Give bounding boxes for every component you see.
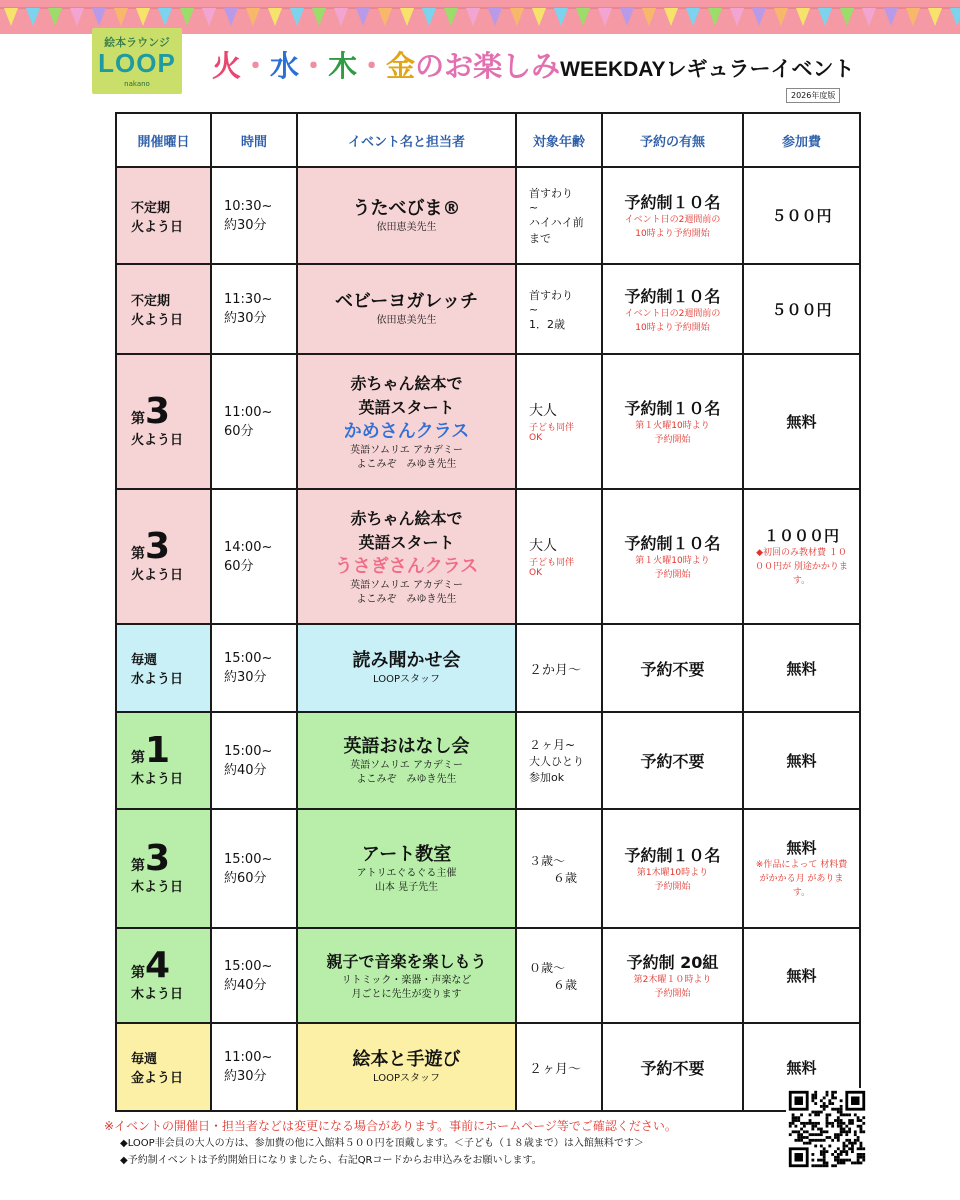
bunting-flag: [752, 8, 766, 26]
time-cell: [211, 264, 297, 354]
time-start: 14:00~: [224, 539, 273, 555]
event-instructor: よこみぞ みゆき先生: [356, 773, 457, 785]
event-name: 赤ちゃん絵本で: [350, 508, 463, 528]
age-line: ハイハイ前: [529, 216, 584, 229]
reservation-note: 予約開始: [654, 882, 691, 892]
column-header-age: 対象年齢: [516, 113, 602, 167]
event-name: 赤ちゃん絵本で: [350, 373, 463, 393]
day-cell: [116, 928, 211, 1023]
fee-main: １０００円: [763, 527, 839, 545]
reservation-note: イベント日の2週間前の: [624, 215, 721, 225]
bunting-flag: [950, 8, 960, 26]
event-name: 読み聞かせ会: [352, 650, 461, 671]
table-row: [116, 489, 860, 624]
reservation-main: 予約不要: [640, 1058, 705, 1078]
reservation-main: 予約制１０名: [624, 534, 721, 553]
age-cell: [516, 167, 602, 264]
event-name: 英語スタート: [358, 397, 455, 417]
reservation-cell: [602, 809, 743, 928]
time-duration: 約40分: [224, 762, 267, 778]
event-name: 絵本と手遊び: [352, 1049, 461, 1070]
title-rest: のお楽しみ: [415, 49, 561, 83]
bunting-flag: [92, 8, 106, 26]
age-line: OK: [529, 433, 542, 443]
fee-cell: [743, 264, 860, 354]
age-line: ６歳: [529, 977, 578, 992]
day-line1: 不定期: [131, 294, 171, 309]
age-line: 大人: [529, 538, 557, 554]
reservation-main: 予約制１０名: [624, 193, 721, 212]
time-cell: [211, 167, 297, 264]
bunting-flag: [114, 8, 128, 26]
fee-main: ５００円: [771, 207, 832, 225]
day-line1: 毎週: [131, 653, 158, 668]
time-duration: 約30分: [224, 311, 267, 326]
bunting-flag: [246, 8, 260, 26]
age-line: ２か月～: [529, 662, 582, 678]
age-cell: [516, 928, 602, 1023]
bunting-flag: [664, 8, 678, 26]
age-cell: [516, 809, 602, 928]
age-cell: [516, 264, 602, 354]
table-row: [116, 354, 860, 489]
fee-cell: [743, 809, 860, 928]
day-number: 3: [145, 526, 171, 567]
time-start: 11:00~: [224, 1050, 273, 1065]
page-title: [212, 44, 855, 85]
loop-logo[interactable]: [92, 28, 182, 94]
time-cell: [211, 809, 297, 928]
age-line: ２ヶ月～: [529, 1061, 582, 1077]
bunting-flag: [290, 8, 304, 26]
time-start: 10:30~: [224, 198, 273, 214]
bunting-flag: [26, 8, 40, 26]
event-cell: [297, 624, 516, 712]
event-instructor: リトミック・楽器・声楽など: [341, 974, 472, 986]
day-line2: 火よう日: [131, 433, 184, 448]
age-line: ~: [529, 302, 539, 316]
fee-main: 無料: [786, 752, 817, 770]
reservation-note: 10時より予約開始: [635, 322, 710, 333]
bunting-flag: [466, 8, 480, 26]
age-line: ０歳～: [529, 960, 566, 975]
reservation-cell: [602, 167, 743, 264]
fee-main: 無料: [786, 413, 817, 431]
reservation-main: 予約不要: [640, 752, 705, 771]
event-instructor: 月ごとに先生が変ります: [351, 988, 462, 1000]
fee-main: 無料: [786, 1058, 817, 1077]
age-line: まで: [529, 232, 551, 245]
day-cell: [116, 624, 211, 712]
reservation-cell: [602, 1023, 743, 1111]
day-prefix: 第: [131, 965, 145, 981]
bunting-flag: [202, 8, 216, 26]
bunting-flag: [620, 8, 634, 26]
event-instructor: アトリエぐるぐる主催: [356, 867, 457, 879]
reservation-cell: [602, 624, 743, 712]
event-instructor: 依田恵美先生: [376, 315, 437, 326]
fee-main: 無料: [786, 967, 817, 985]
bunting-flag: [48, 8, 62, 26]
age-cell: [516, 489, 602, 624]
time-cell: [211, 354, 297, 489]
reservation-note: 第１火曜10時より: [635, 421, 710, 431]
note-reservation-qr: ◆予約制イベントは予約開始日になりましたら、右記QRコードからお申込みをお願いします。: [120, 1155, 542, 1166]
logo-sub-text: nakano: [124, 80, 150, 88]
reservation-note: 10時より予約開始: [635, 229, 710, 239]
title-english: WEEKDAYレギュラーイベント: [560, 58, 855, 81]
day-line1: 不定期: [131, 200, 171, 216]
day-number: 3: [145, 838, 171, 879]
bunting-flag: [774, 8, 788, 26]
column-header-day: 開催曜日: [116, 113, 211, 167]
logo-top-text: 絵本ラウンジ: [104, 36, 170, 49]
day-line2: 金よう日: [131, 1071, 184, 1086]
bunting-flag: [642, 8, 656, 26]
day-line2: 火よう日: [131, 568, 184, 583]
bunting-flag: [356, 8, 370, 26]
event-cell: [297, 712, 516, 809]
reservation-note: 第1木曜10時より: [636, 868, 709, 878]
day-cell: [116, 264, 211, 354]
reservation-cell: [602, 354, 743, 489]
bunting-flag: [928, 8, 942, 26]
bunting-flag: [818, 8, 832, 26]
reservation-note: 第１火曜10時より: [635, 556, 710, 566]
table-row: [116, 928, 860, 1023]
note-change-warning: ※イベントの開催日・担当者などは変更になる場合があります。事前にホームページ等でご確認ください。: [104, 1119, 677, 1133]
day-prefix: 第: [131, 411, 145, 427]
time-start: 15:00~: [224, 958, 273, 974]
age-line: ６歳: [529, 870, 578, 885]
event-instructor: 英語ソムリエ アカデミー: [350, 444, 463, 456]
age-line: ３歳～: [529, 853, 566, 868]
event-instructor: 英語ソムリエ アカデミー: [350, 579, 463, 591]
time-start: 11:00~: [224, 404, 273, 420]
reservation-note: 予約開始: [654, 435, 691, 445]
fee-cell: [743, 354, 860, 489]
time-cell: [211, 624, 297, 712]
bunting-flag: [224, 8, 238, 26]
qr-code-icon[interactable]: [786, 1088, 868, 1170]
day-line2: 木よう日: [131, 772, 184, 787]
title-dot: ・: [357, 49, 387, 83]
age-line: ２ヶ月~: [529, 738, 576, 752]
fee-cell: [743, 712, 860, 809]
reservation-main: 予約不要: [640, 659, 705, 679]
age-cell: [516, 354, 602, 489]
bunting-flag: [444, 8, 458, 26]
event-cell: [297, 928, 516, 1023]
time-cell: [211, 712, 297, 809]
column-header-time: 時間: [211, 113, 297, 167]
age-cell: [516, 1023, 602, 1111]
day-prefix: 第: [131, 750, 145, 766]
day-number: 1: [145, 730, 171, 771]
event-name: アート教室: [361, 843, 452, 865]
bunting-flag: [422, 8, 436, 26]
event-name: 親子で音楽を楽しもう: [326, 951, 487, 971]
fee-main: ５００円: [771, 300, 832, 319]
day-cell: [116, 809, 211, 928]
bunting-flag: [136, 8, 150, 26]
bunting-flag: [510, 8, 524, 26]
bunting-flag: [400, 8, 414, 26]
time-start: 15:00~: [224, 851, 273, 867]
event-cell: [297, 354, 516, 489]
title-day-fri: 金: [386, 49, 416, 83]
time-start: 11:30~: [224, 292, 273, 307]
time-duration: 約30分: [224, 670, 267, 685]
time-duration: 約30分: [224, 1069, 267, 1084]
event-instructor: 依田恵美先生: [376, 221, 437, 233]
bunting-flag: [312, 8, 326, 26]
day-number: 3: [145, 391, 171, 432]
day-line2: 木よう日: [131, 880, 184, 895]
time-duration: 約40分: [224, 977, 267, 993]
age-line: 首すわり: [529, 187, 573, 200]
reservation-cell: [602, 712, 743, 809]
reservation-main: 予約制１０名: [624, 846, 721, 865]
time-duration: 60分: [224, 423, 254, 439]
bunting-flag: [686, 8, 700, 26]
footer-notes: [104, 1118, 794, 1169]
event-instructor: よこみぞ みゆき先生: [356, 458, 457, 470]
bunting-flag: [488, 8, 502, 26]
age-line: ~: [529, 201, 539, 214]
edition-badge: 2026年度版: [786, 88, 840, 103]
event-name: 英語おはなし会: [343, 735, 470, 757]
time-start: 15:00~: [224, 743, 273, 759]
day-cell: [116, 167, 211, 264]
bunting-flag: [180, 8, 194, 26]
age-line: 参加ok: [529, 771, 565, 784]
fee-cell: [743, 167, 860, 264]
age-cell: [516, 624, 602, 712]
reservation-note: イベント日の2週間前の: [624, 308, 721, 319]
time-cell: [211, 489, 297, 624]
table-row: [116, 1023, 860, 1111]
age-line: 大人: [529, 403, 557, 419]
bunting-flag: [730, 8, 744, 26]
day-prefix: 第: [131, 546, 145, 562]
table-row: [116, 624, 860, 712]
event-instructor: LOOPスタッフ: [373, 1073, 440, 1084]
column-header-reservation: 予約の有無: [602, 113, 743, 167]
bunting-flag: [708, 8, 722, 26]
event-cell: [297, 489, 516, 624]
table-row: [116, 264, 860, 354]
event-cell: [297, 809, 516, 928]
age-cell: [516, 712, 602, 809]
table-row: [116, 712, 860, 809]
bunting-flag: [268, 8, 282, 26]
day-cell: [116, 1023, 211, 1111]
reservation-main: 予約制１０名: [624, 399, 721, 418]
bunting-flag: [796, 8, 810, 26]
event-instructor: 山本 晃子先生: [374, 881, 439, 893]
age-line: OK: [529, 568, 542, 578]
column-header-event: イベント名と担当者: [297, 113, 516, 167]
day-line2: 火よう日: [131, 219, 184, 235]
event-name: 英語スタート: [358, 532, 455, 552]
event-instructor: LOOPスタッフ: [373, 674, 440, 685]
event-instructor: よこみぞ みゆき先生: [356, 593, 457, 605]
day-number: 4: [145, 945, 171, 986]
day-prefix: 第: [131, 858, 145, 874]
title-dot: ・: [299, 49, 329, 83]
bunting-flag: [334, 8, 348, 26]
day-cell: [116, 489, 211, 624]
reservation-note: 予約開始: [654, 570, 691, 580]
age-line: 子ども同伴: [529, 558, 575, 568]
bunting-flag: [862, 8, 876, 26]
bunting-flag: [4, 8, 18, 26]
day-line2: 水よう日: [131, 672, 184, 687]
age-line: 1．2歳: [529, 317, 565, 331]
fee-cell: [743, 489, 860, 624]
title-day-tue: 火: [212, 49, 242, 83]
bunting-flag: [158, 8, 172, 26]
time-cell: [211, 1023, 297, 1111]
bunting-flag: [554, 8, 568, 26]
day-cell: [116, 354, 211, 489]
bunting-flag: [906, 8, 920, 26]
day-line1: 毎週: [131, 1052, 158, 1067]
bunting-flag: [532, 8, 546, 26]
reservation-main: 予約制 20組: [626, 953, 719, 972]
time-cell: [211, 928, 297, 1023]
event-instructor: 英語ソムリエ アカデミー: [350, 759, 463, 771]
title-day-wed: 水: [270, 49, 300, 83]
table-row: [116, 809, 860, 928]
day-line2: 火よう日: [131, 313, 184, 328]
logo-main-text: LOOP: [98, 48, 176, 78]
event-cell: [297, 1023, 516, 1111]
fee-main: 無料: [786, 659, 817, 678]
event-name: ベビーヨガレッチ: [334, 291, 479, 312]
bunting-flag: [576, 8, 590, 26]
event-cell: [297, 167, 516, 264]
reservation-cell: [602, 489, 743, 624]
event-class-name: かめさんクラス: [343, 420, 470, 442]
fee-note: ※作品によって 材料費がかかる月 があります。: [755, 860, 848, 898]
fee-note: ◆初回のみ教材費 １０００円が 別途かかります。: [755, 548, 848, 586]
schedule-table: [115, 112, 861, 1112]
age-line: 首すわり: [529, 288, 573, 302]
bunting-flag: [378, 8, 392, 26]
reservation-main: 予約制１０名: [624, 286, 721, 306]
fee-cell: [743, 928, 860, 1023]
bunting-flag: [598, 8, 612, 26]
title-dot: ・: [241, 49, 271, 83]
fee-cell: [743, 624, 860, 712]
day-line2: 木よう日: [131, 987, 184, 1002]
reservation-note: 第2木曜１０時より: [633, 975, 712, 985]
table-header-row: [116, 113, 860, 167]
day-cell: [116, 712, 211, 809]
time-duration: 約30分: [224, 217, 267, 233]
age-line: 子ども同伴: [529, 423, 575, 433]
bunting-flag: [840, 8, 854, 26]
time-duration: 60分: [224, 558, 254, 574]
bunting-flag: [884, 8, 898, 26]
fee-main: 無料: [786, 839, 817, 857]
event-name: うたべびま®: [352, 197, 461, 219]
title-day-thu: 木: [328, 49, 358, 83]
event-cell: [297, 264, 516, 354]
age-line: 大人ひとり: [529, 755, 584, 768]
reservation-cell: [602, 264, 743, 354]
column-header-fee: 参加費: [743, 113, 860, 167]
time-duration: 約60分: [224, 870, 267, 886]
reservation-cell: [602, 928, 743, 1023]
bunting-flag: [70, 8, 84, 26]
reservation-note: 予約開始: [654, 989, 691, 999]
time-start: 15:00~: [224, 651, 273, 666]
note-admission-fee: ◆LOOP非会員の大人の方は、参加費の他に入館料５００円を頂戴します。＜子ども（１８歳まで）は入館無料です＞: [120, 1138, 644, 1149]
event-class-name: うさぎさんクラス: [334, 555, 479, 577]
table-row: [116, 167, 860, 264]
